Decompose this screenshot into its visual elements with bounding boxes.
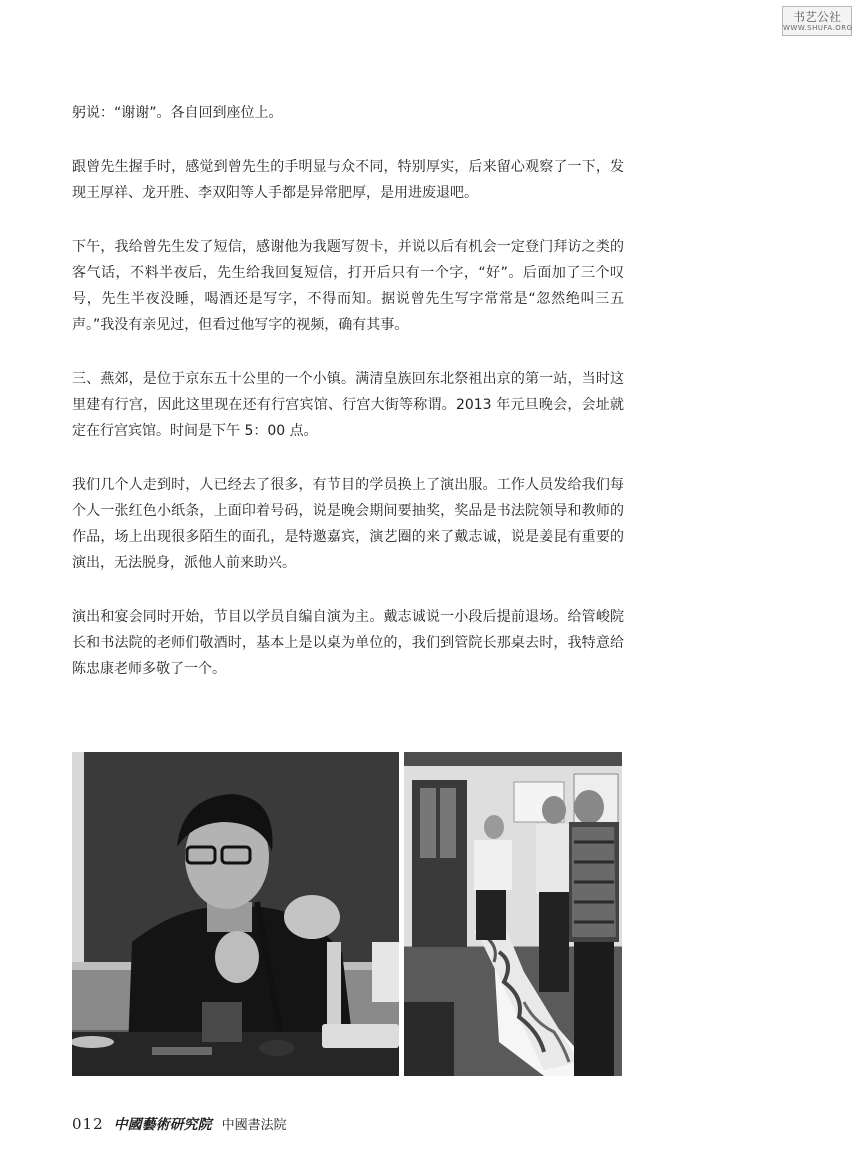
page-footer [72,1114,287,1134]
article-body [72,100,624,710]
watermark-url: WWW.SHUFA.ORG [783,24,853,32]
photo-speaker-portrait [72,752,399,1076]
page-number: 012 [72,1115,104,1133]
watermark-logo [782,6,852,36]
paragraph: 三、燕郊，是位于京东五十公里的一个小镇。满清皇族回东北祭祖出京的第一站，当时这里建有行宫，因此这里现在还有行宫宾馆、行宫大街等称谓。2013 年元旦晚会，会址就定在行宫宾馆。时间是下午 5：00 点。 [72,371,624,439]
watermark-cn: 书艺公社 [792,10,841,24]
photo-scroll-viewing [404,752,622,1076]
publication-name: 中國藝術研究院 [113,1117,212,1133]
paragraph: 我们几个人走到时，人已经去了很多，有节目的学员换上了演出服。工作人员发给我们每个人一张红色小纸条，上面印着号码，说是晚会期间要抽奖，奖品是书法院领导和教师的作品，场上出现很多陌生的面孔，是特邀嘉宾，演艺圈的来了戴志诚，说是姜昆有重要的演出，无法脱身，派他人前来助兴。 [72,477,624,571]
section-name: 中國書法院 [221,1118,287,1133]
paragraph: 演出和宴会同时开始，节目以学员自编自演为主。戴志诚说一小段后提前退场。给管峻院长和书法院的老师们敬酒时，基本上是以桌为单位的，我们到管院长那桌去时，我特意给陈忠康老师多敬了一个。 [72,609,624,677]
paragraph: 下午，我给曾先生发了短信，感谢他为我题写贺卡，并说以后有机会一定登门拜访之类的客气话，不料半夜后，先生给我回复短信，打开后只有一个字，“好”。后面加了三个叹号，先生半夜没睡，喝酒还是写字，不得而知。据说曾先生写字常常是“忽然绝叫三五声。”我没有亲见过，但看过他写字的视频，确有其事。 [72,239,624,333]
photo-speaker-image [72,752,399,1076]
photo-scroll-image [404,752,622,1076]
paragraph: 跟曾先生握手时，感觉到曾先生的手明显与众不同，特别厚实，后来留心观察了一下，发现王厚祥、龙开胜、李双阳等人手都是异常肥厚，是用进废退吧。 [72,159,624,201]
paragraph: 躬说：“谢谢”。各自回到座位上。 [72,105,283,121]
